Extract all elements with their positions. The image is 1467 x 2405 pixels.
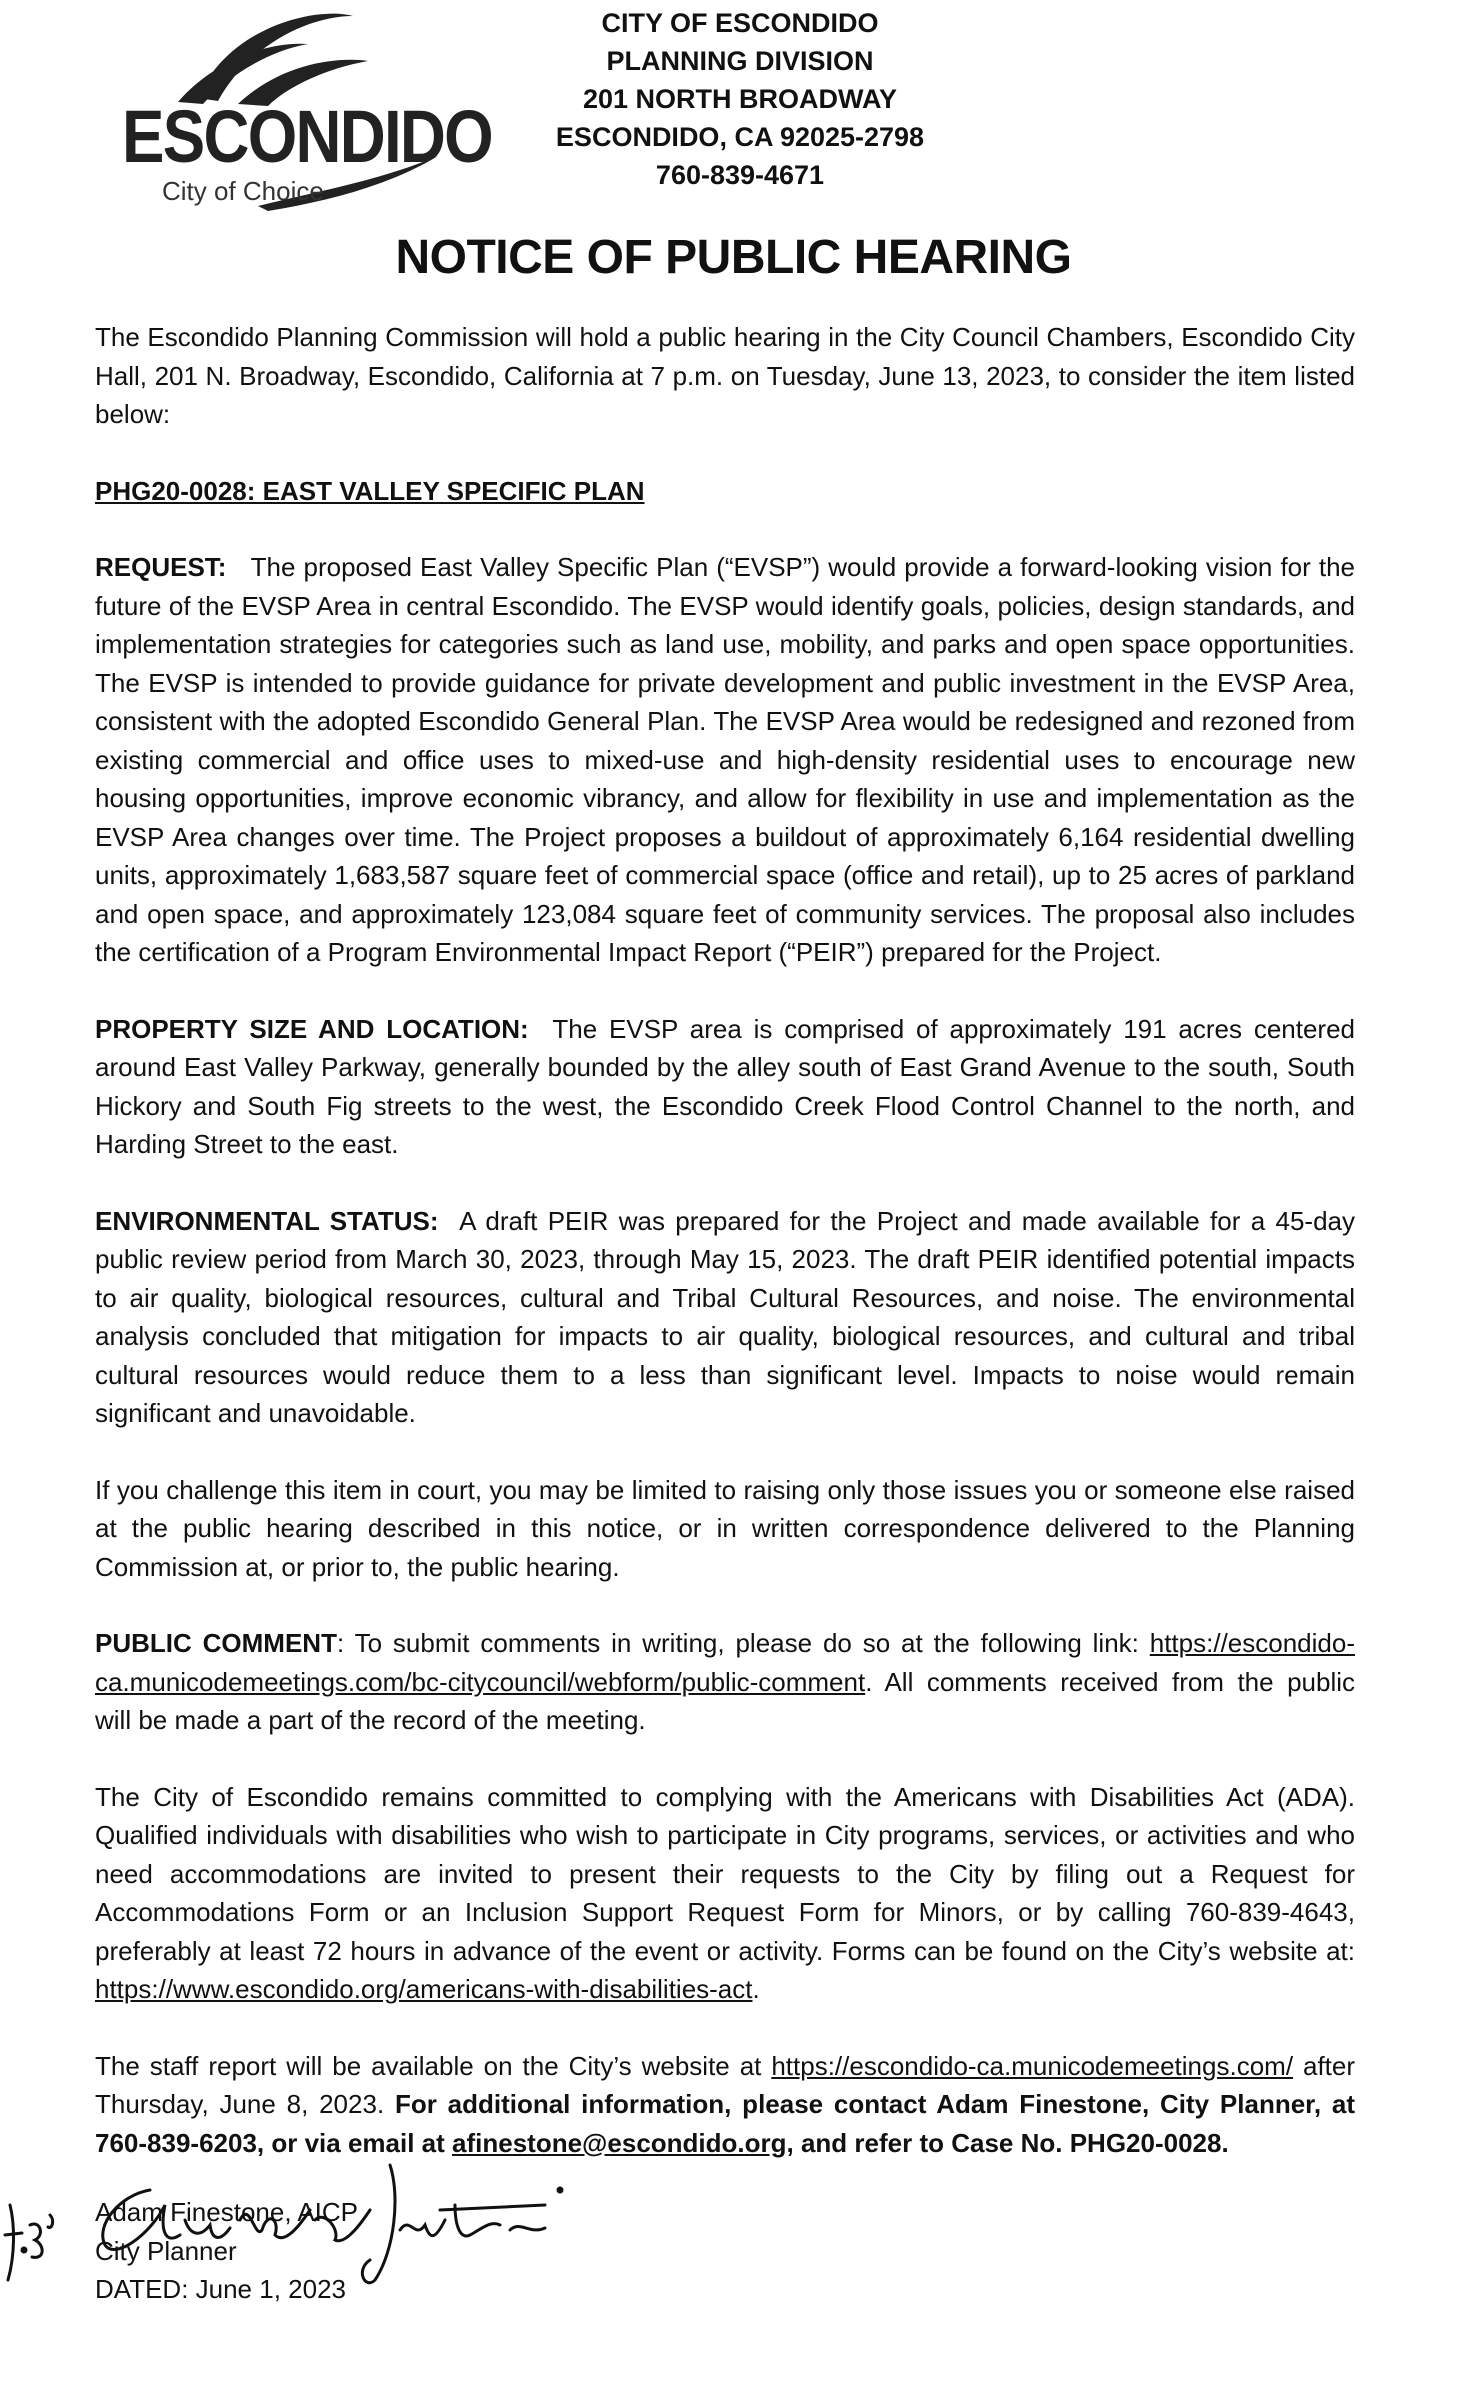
staff-report-date: after Thursday, June 8, 2023. xyxy=(95,2050,1356,2119)
property-label: PROPERTY SIZE AND LOCATION: xyxy=(95,1013,529,1044)
signer-name: Adam Finestone, AICP xyxy=(95,2197,359,2227)
letterhead xyxy=(520,4,960,194)
contact-text: For additional information, please contact Adam Finestone, City Planner, at 760-839-6203, or via email at xyxy=(95,2089,1355,2158)
logo-tagline: City of Choice xyxy=(162,176,324,206)
environmental-text: A draft PEIR was prepared for the Project and made available for a 45-day public review period from March 30, 2023, through May 15, 2023. The draft PEIR identified potential impacts to air quality, biological resources, cultural and Tribal Cultural Resources, and noise. The environmental analysis concluded that mitigation for impacts to air quality, biological resources, and cultural and tribal cultural resources would reduce them to a less than significant level. Impacts to noise would remain significant and unavoidable. xyxy=(95,1205,1355,1428)
ada-paragraph xyxy=(95,1778,1355,2009)
case-title: PHG20-0028: EAST VALLEY SPECIFIC PLAN xyxy=(95,475,645,506)
signer-title: City Planner xyxy=(95,2235,237,2266)
ada-end: . xyxy=(752,1974,760,2004)
request-paragraph xyxy=(95,548,1355,972)
staff-report-paragraph xyxy=(95,2047,1355,2163)
signature-block xyxy=(95,2193,358,2309)
contact-end: , and refer to Case No. PHG20-0028. xyxy=(786,2127,1229,2158)
challenge-paragraph: If you challenge this item in court, you may be limited to raising only those issues you or someone else raised at the public hearing described in this notice, or in written correspondence delivered to the Planning Commission at, or prior to, the public hearing. xyxy=(95,1474,1355,1582)
environmental-paragraph xyxy=(95,1202,1355,1433)
property-paragraph xyxy=(95,1010,1355,1164)
environmental-label: ENVIRONMENTAL STATUS: xyxy=(95,1205,439,1236)
notice-body xyxy=(95,318,1355,2200)
public-comment-text: : To submit comments in writing, please do so at the following link: xyxy=(336,1628,1150,1658)
staff-report-text: The staff report will be available on the City’s website at xyxy=(95,2050,772,2081)
request-label: REQUEST: xyxy=(95,552,227,582)
letterhead-city-state: ESCONDIDO, CA 92025-2798 xyxy=(555,122,925,152)
public-comment-end: . All comments received from the public will be made a part of the record of the meeting. xyxy=(95,1666,1355,1735)
letterhead-street: 201 NORTH BROADWAY xyxy=(582,84,898,114)
date-signed: DATED: June 1, 2023 xyxy=(95,2274,346,2304)
city-logo xyxy=(118,6,492,216)
public-comment-label: PUBLIC COMMENT xyxy=(95,1628,337,1658)
intro-paragraph: The Escondido Planning Commission will hold a public hearing in the City Council Chambers, Escondido City Hall, 201 N. Broadway, Escondido, California at 7 p.m. on Tuesday, June 13, 2023, to consider the item listed below: xyxy=(95,322,1355,429)
letterhead-city: CITY OF ESCONDIDO xyxy=(601,8,879,38)
logo-name: ESCONDIDO xyxy=(122,95,492,178)
contact-email-link[interactable]: afinestone@escondido.org xyxy=(452,2127,787,2158)
property-text: The EVSP area is comprised of approximately 191 acres centered around East Valley Parkway, generally bounded by the alley south of East Grand Avenue to the south, South Hickory and South Fig streets to the west, the Escondido Creek Flood Control Channel to the north, and Harding Street to the east. xyxy=(95,1013,1355,1159)
letterhead-division: PLANNING DIVISION xyxy=(606,46,874,76)
ada-link[interactable]: https://www.escondido.org/americans-with-disabilities-act xyxy=(95,1974,753,2004)
public-comment-link[interactable]: https://escondido-ca.municodemeetings.com/bc-citycouncil/webform/public-comment xyxy=(95,1628,1355,1697)
request-text: The proposed East Valley Specific Plan (“EVSP”) would provide a forward-looking vision for the future of the EVSP Area in central Escondido. The EVSP would identify goals, policies, design standards, and implementation strategies for categories such as land use, mobility, and parks and open space opportunities. The EVSP is intended to provide guidance for private development and public investment in the EVSP Area, consistent with the adopted Escondido General Plan. The EVSP Area would be redesigned and rezoned from existing commercial and office uses to mixed-use and high-density residential uses to encourage new housing opportunities, improve economic vibrancy, and allow for flexibility in use and implementation as the EVSP Area changes over time. The Project proposes a buildout of approximately 6,164 residential dwelling units, approximately 1,683,587 square feet of commercial space (office and retail), up to 25 acres of parkland and open space, and approximately 123,084 square feet of community services. The proposal also includes the certification of a Program Environmental Impact Report (“PEIR”) prepared for the Project. xyxy=(95,552,1355,967)
initials-image xyxy=(0,2195,60,2285)
letterhead-phone: 760-839-4671 xyxy=(655,160,825,190)
public-comment-paragraph xyxy=(95,1624,1355,1740)
ada-text: The City of Escondido remains committed to complying with the Americans with Disabilities Act (ADA). Qualified individuals with disabilities who wish to participate in City programs, services, or activities and who need accommodations are invited to present their requests to the City by filing out a Request for Accommodations Form or an Inclusion Support Request Form for Minors, or by calling 760-839-4643, preferably at least 72 hours in advance of the event or activity. Forms can be found on the City’s website at: xyxy=(95,1781,1355,1966)
staff-report-link[interactable]: https://escondido-ca.municodemeetings.com/ xyxy=(771,2050,1294,2081)
page-title: NOTICE OF PUBLIC HEARING xyxy=(395,231,1072,284)
